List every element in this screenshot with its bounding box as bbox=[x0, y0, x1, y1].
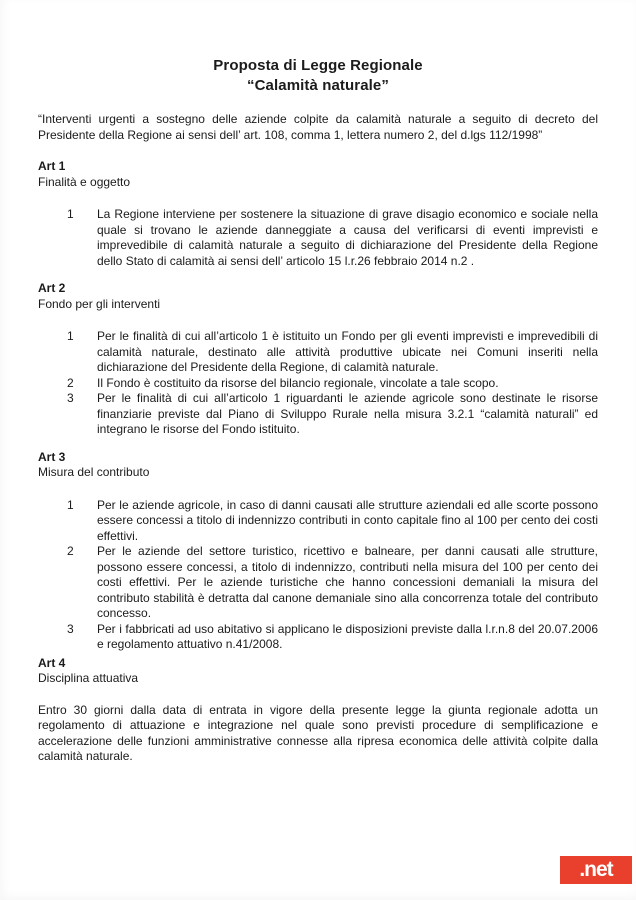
net-logo-text: .net bbox=[579, 858, 613, 882]
article-2-item-2 bbox=[38, 376, 598, 392]
article-1-subtitle: Finalità e oggetto bbox=[38, 174, 131, 189]
item-number: 2 bbox=[67, 544, 74, 558]
document-title-line1: Proposta di Legge Regionale bbox=[213, 57, 423, 74]
item-text: Per le aziende agricole, in caso di danni causati alle strutture aziendali ed alle scorte possono essere concessi a titolo di indennizzo contributi in conto capitale fino al 100 per cento dei costi effettivi. bbox=[97, 497, 598, 543]
article-2 bbox=[38, 281, 598, 438]
document-title-line2: “Calamità naturale” bbox=[247, 77, 389, 94]
net-logo bbox=[560, 856, 632, 884]
article-3-item-2 bbox=[38, 544, 598, 622]
article-3 bbox=[38, 450, 598, 653]
article-4-paragraph: Entro 30 giorni dalla data di entrata in vigore della presente legge la giunta regionale adotta un regolamento di attuazione e integrazione nel quale sono previsti procedure di semplificazione e accelerazione delle funzioni amministrative connesse alla ripresa economica delle attività colpite dalla calamità naturale. bbox=[38, 702, 598, 763]
item-number: 3 bbox=[67, 621, 74, 636]
item-number: 1 bbox=[67, 207, 74, 221]
item-number: 3 bbox=[67, 391, 74, 405]
document-intro: “Interventi urgenti a sostegno delle aziende colpite da calamità naturale a seguito di decreto del Presidente della Regione ai sensi dell’ art. 108, comma 1, lettera numero 2, del d.lgs 112/1998” bbox=[38, 112, 598, 142]
item-number: 1 bbox=[67, 497, 74, 512]
article-1-heading: Art 1 bbox=[38, 159, 66, 173]
article-4 bbox=[38, 656, 598, 687]
article-2-subtitle: Fondo per gli interventi bbox=[38, 296, 161, 311]
article-2-heading: Art 2 bbox=[38, 281, 66, 295]
article-2-item-1 bbox=[38, 329, 598, 376]
article-3-subtitle: Misura del contributo bbox=[38, 465, 150, 479]
item-text: Per le finalità di cui all’articolo 1 è istituito un Fondo per gli eventi imprevisti e imprevedibili di calamità naturale, destinato alle attività produttive ubicate nei Comuni inseriti nella dichiarazione del Presidente della Regione, di calamità naturale. bbox=[97, 329, 598, 374]
article-2-item-3 bbox=[38, 391, 598, 438]
article-1-item-1 bbox=[38, 207, 598, 269]
article-3-item-1 bbox=[38, 498, 598, 545]
item-number: 2 bbox=[67, 375, 74, 390]
item-text: Per i fabbricati ad uso abitativo si applicano le disposizioni previste dalla l.r.n.8 del 20.07.2006 e regolamento attuativo n.41/2008. bbox=[97, 621, 598, 651]
article-3-heading: Art 3 bbox=[38, 449, 66, 464]
article-3-item-3 bbox=[38, 622, 598, 653]
article-2-items bbox=[38, 329, 598, 438]
article-1 bbox=[38, 159, 598, 269]
item-text: Il Fondo è costituito da risorse del bilancio regionale, vincolate a tale scopo. bbox=[97, 375, 499, 390]
item-text: Per le aziende del settore turistico, ricettivo e balneare, per danni causati alle strutture, possono essere concessi, a titolo di indennizzo, contributi nella misura del 100 per cento dei costi effettivi. Per le aziende turistiche che hanno concessioni demaniali la misura del contributo stabilità è detratta dal canone demaniale sino alla concorrenza totale del contributo concesso. bbox=[97, 544, 598, 620]
article-4-subtitle: Disciplina attuativa bbox=[38, 671, 139, 685]
item-text: La Regione interviene per sostenere la situazione di grave disagio economico e sociale nella quale si trovano le aziende danneggiate a causa del verificarsi di eventi imprevisti e imprevedibile di calamità naturale a seguito di dichiarazione del Presidente della Regione dello Stato di calamità ai sensi dell’ articolo 15 l.r.26 febbraio 2014 n.2 . bbox=[97, 207, 598, 268]
item-number: 1 bbox=[67, 329, 74, 343]
item-text: Per le finalità di cui all’articolo 1 riguardanti le aziende agricole sono destinate le risorse finanziarie previste dal Piano di Sviluppo Rurale nella misura 3.2.1 “calamità naturali” ed integrano le risorse del Fondo istituito. bbox=[97, 391, 598, 436]
article-3-items bbox=[38, 498, 598, 653]
article-4-heading: Art 4 bbox=[38, 655, 66, 670]
article-1-items bbox=[38, 207, 598, 269]
